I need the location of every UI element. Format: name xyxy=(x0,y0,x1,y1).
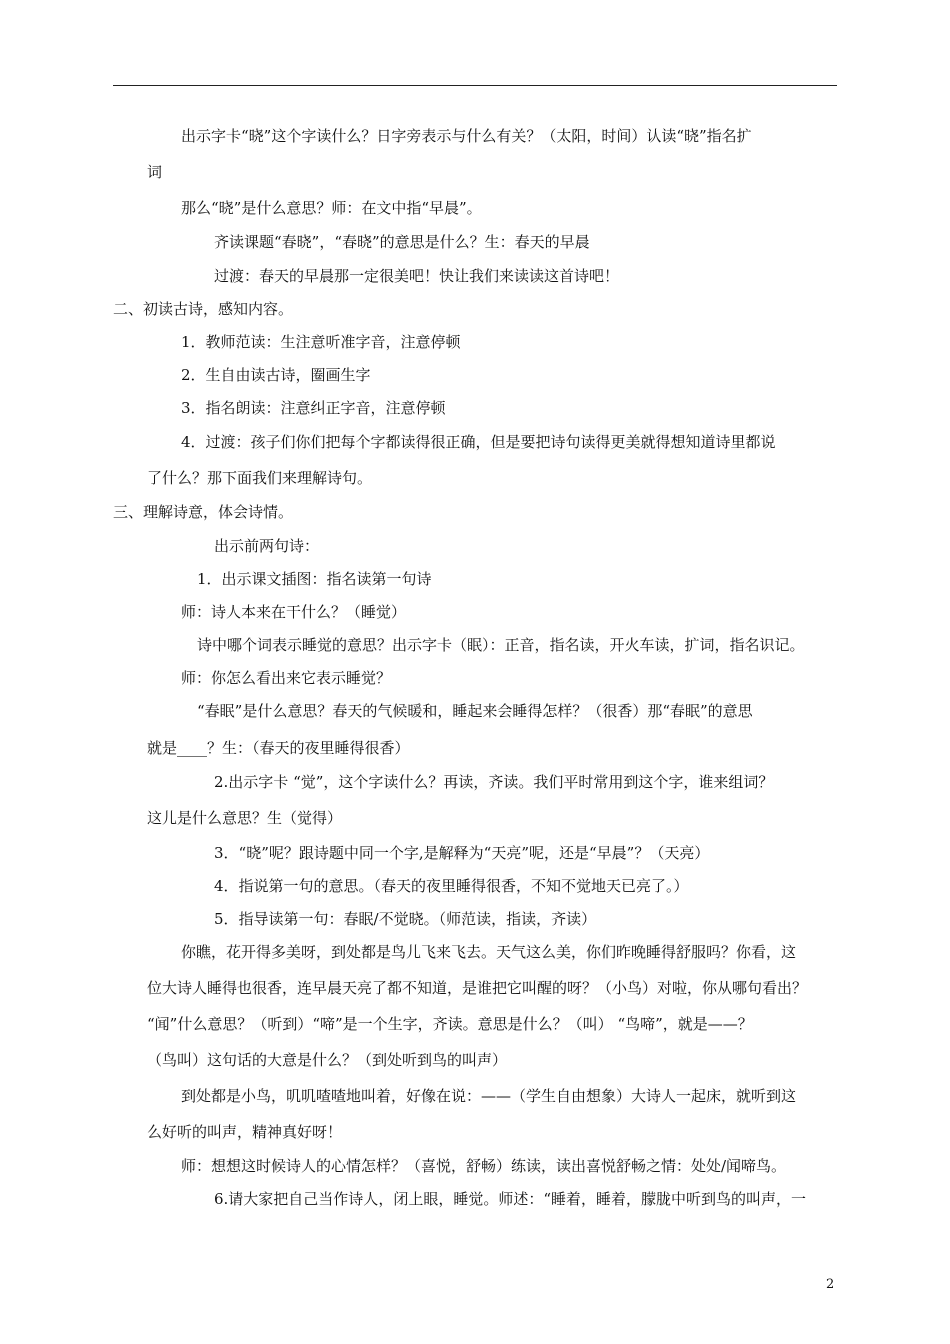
header-rule xyxy=(113,85,837,86)
text-line: 师：你怎么看出来它表示睡觉？ xyxy=(181,669,392,687)
text-line: 出示前两句诗： xyxy=(214,537,320,555)
list-item: 2.出示字卡 “觉”，这个字读什么？再读，齐读。我们平时常用到这个字，谁来组词？ xyxy=(214,773,774,791)
text-line: 这儿是什么意思？生（觉得） xyxy=(147,809,343,827)
list-item: 1．出示课文插图：指名读第一句诗 xyxy=(197,570,432,588)
list-item: 3．指名朗读：注意纠正字音，注意停顿 xyxy=(181,399,446,417)
section-heading: 三、理解诗意，体会诗情。 xyxy=(113,503,294,521)
page-number: 2 xyxy=(826,1277,835,1292)
list-item: 1．教师范读：生注意听准字音，注意停顿 xyxy=(181,333,461,351)
text-line: 了什么？那下面我们来理解诗句。 xyxy=(147,469,373,487)
text-line: 么好听的叫声，精神真好呀！ xyxy=(147,1123,343,1141)
text-line: （鸟叫）这句话的大意是什么？（到处听到鸟的叫声） xyxy=(147,1051,508,1069)
text-line: 到处都是小鸟，叽叽喳喳地叫着，好像在说：——（学生自由想象）大诗人一起床，就听到这 xyxy=(181,1087,797,1105)
list-item: 5．指导读第一句：春眠/不觉晓。（师范读，指读，齐读） xyxy=(214,910,597,928)
text-line: 那么“晓”是什么意思？师：在文中指“早晨”。 xyxy=(181,199,482,217)
list-item: 4．过渡：孩子们你们把每个字都读得很正确，但是要把诗句读得更美就得想知道诗里都说 xyxy=(181,433,776,451)
text-line: 词 xyxy=(147,163,163,181)
list-item: 2．生自由读古诗，圈画生字 xyxy=(181,366,371,384)
list-item: 3．“晓”呢？跟诗题中同一个字,是解释为“天亮”呢，还是“早晨”？（天亮） xyxy=(214,844,710,862)
text-line: 就是____？生：（春天的夜里睡得很香） xyxy=(147,739,410,757)
text-line: 齐读课题“春晓”，“春晓”的意思是什么？生：春天的早晨 xyxy=(214,233,590,251)
text-line: 诗中哪个词表示睡觉的意思？出示字卡（眠）：正音，指名读，开火车读，扩词，指名识记。 xyxy=(197,636,805,654)
text-line: “春眠”是什么意思？春天的气候暖和，睡起来会睡得怎样？（很香）那“春眠”的意思 xyxy=(197,702,753,720)
list-item: 4．指说第一句的意思。（春天的夜里睡得很香，不知不觉地天已亮了。） xyxy=(214,877,689,895)
text-line: 过渡：春天的早晨那一定很美吧！快让我们来读读这首诗吧！ xyxy=(214,267,620,285)
text-line: 师：诗人本来在干什么？（睡觉） xyxy=(181,603,407,621)
text-line: 位大诗人睡得也很香，连早晨天亮了都不知道，是谁把它叫醒的呀？（小鸟）对啦，你从哪句看出？ xyxy=(147,979,808,997)
section-heading: 二、初读古诗，感知内容。 xyxy=(113,300,294,318)
list-item: 6.请大家把自己当作诗人，闭上眼，睡觉。师述：“睡着，睡着，朦胧中听到鸟的叫声，一 xyxy=(214,1190,806,1208)
text-line: “闻”什么意思？（听到）“啼”是一个生字，齐读。意思是什么？（叫） “鸟啼”，就是——？ xyxy=(147,1015,753,1033)
text-line: 你瞧，花开得多美呀，到处都是鸟儿飞来飞去。天气这么美，你们昨晚睡得舒服吗？你看，这 xyxy=(181,943,797,961)
text-line: 师：想想这时候诗人的心情怎样？（喜悦，舒畅）练读，读出喜悦舒畅之情：处处/闻啼鸟。 xyxy=(181,1157,787,1175)
text-line: 出示字卡“晓”这个字读什么？日字旁表示与什么有关？（太阳，时间）认读“晓”指名扩 xyxy=(181,127,752,145)
